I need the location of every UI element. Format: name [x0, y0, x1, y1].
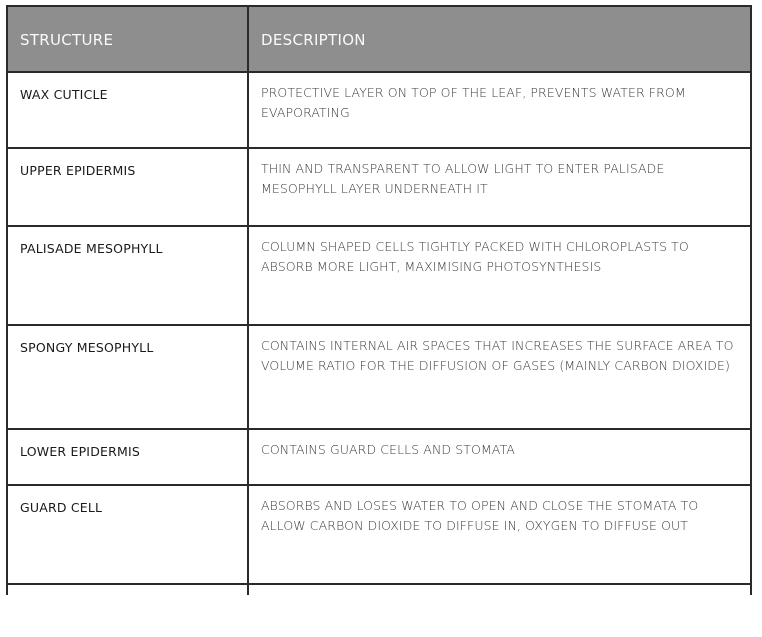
table-row [7, 226, 751, 325]
structure-cell: WAX CUTICLE [7, 72, 248, 148]
description-cell: COLUMN SHAPED CELLS TIGHTLY PACKED WITH CHLOROPLASTS TO ABSORB MORE LIGHT, MAXIMISING PHOTOSYNTHESIS [248, 226, 751, 325]
empty-cell [248, 584, 751, 595]
description-cell: CONTAINS INTERNAL AIR SPACES THAT INCREASES THE SURFACE AREA TO VOLUME RATIO FOR THE DIFFUSION OF GASES (MAINLY CARBON DIOXIDE) [248, 325, 751, 429]
description-cell: THIN AND TRANSPARENT TO ALLOW LIGHT TO ENTER PALISADE MESOPHYLL LAYER UNDERNEATH IT [248, 148, 751, 226]
structure-cell: GUARD CELL [7, 485, 248, 584]
empty-cell [7, 584, 248, 595]
table-row [7, 72, 751, 148]
structure-cell: UPPER EPIDERMIS [7, 148, 248, 226]
description-cell: ABSORBS AND LOSES WATER TO OPEN AND CLOSE THE STOMATA TO ALLOW CARBON DIOXIDE TO DIFFUSE IN, OXYGEN TO DIFFUSE OUT [248, 485, 751, 584]
structure-cell: SPONGY MESOPHYLL [7, 325, 248, 429]
structure-cell: LOWER EPIDERMIS [7, 429, 248, 485]
table-row-cut-off [7, 584, 751, 595]
table-row [7, 148, 751, 226]
description-cell: PROTECTIVE LAYER ON TOP OF THE LEAF, PREVENTS WATER FROM EVAPORATING [248, 72, 751, 148]
leaf-structure-table [6, 5, 752, 595]
header-structure: STRUCTURE [7, 6, 248, 72]
table-row [7, 485, 751, 584]
header-row [7, 6, 751, 72]
description-cell: CONTAINS GUARD CELLS AND STOMATA [248, 429, 751, 485]
header-description: DESCRIPTION [248, 6, 751, 72]
table-row [7, 325, 751, 429]
table-row [7, 429, 751, 485]
structure-cell: PALISADE MESOPHYLL [7, 226, 248, 325]
